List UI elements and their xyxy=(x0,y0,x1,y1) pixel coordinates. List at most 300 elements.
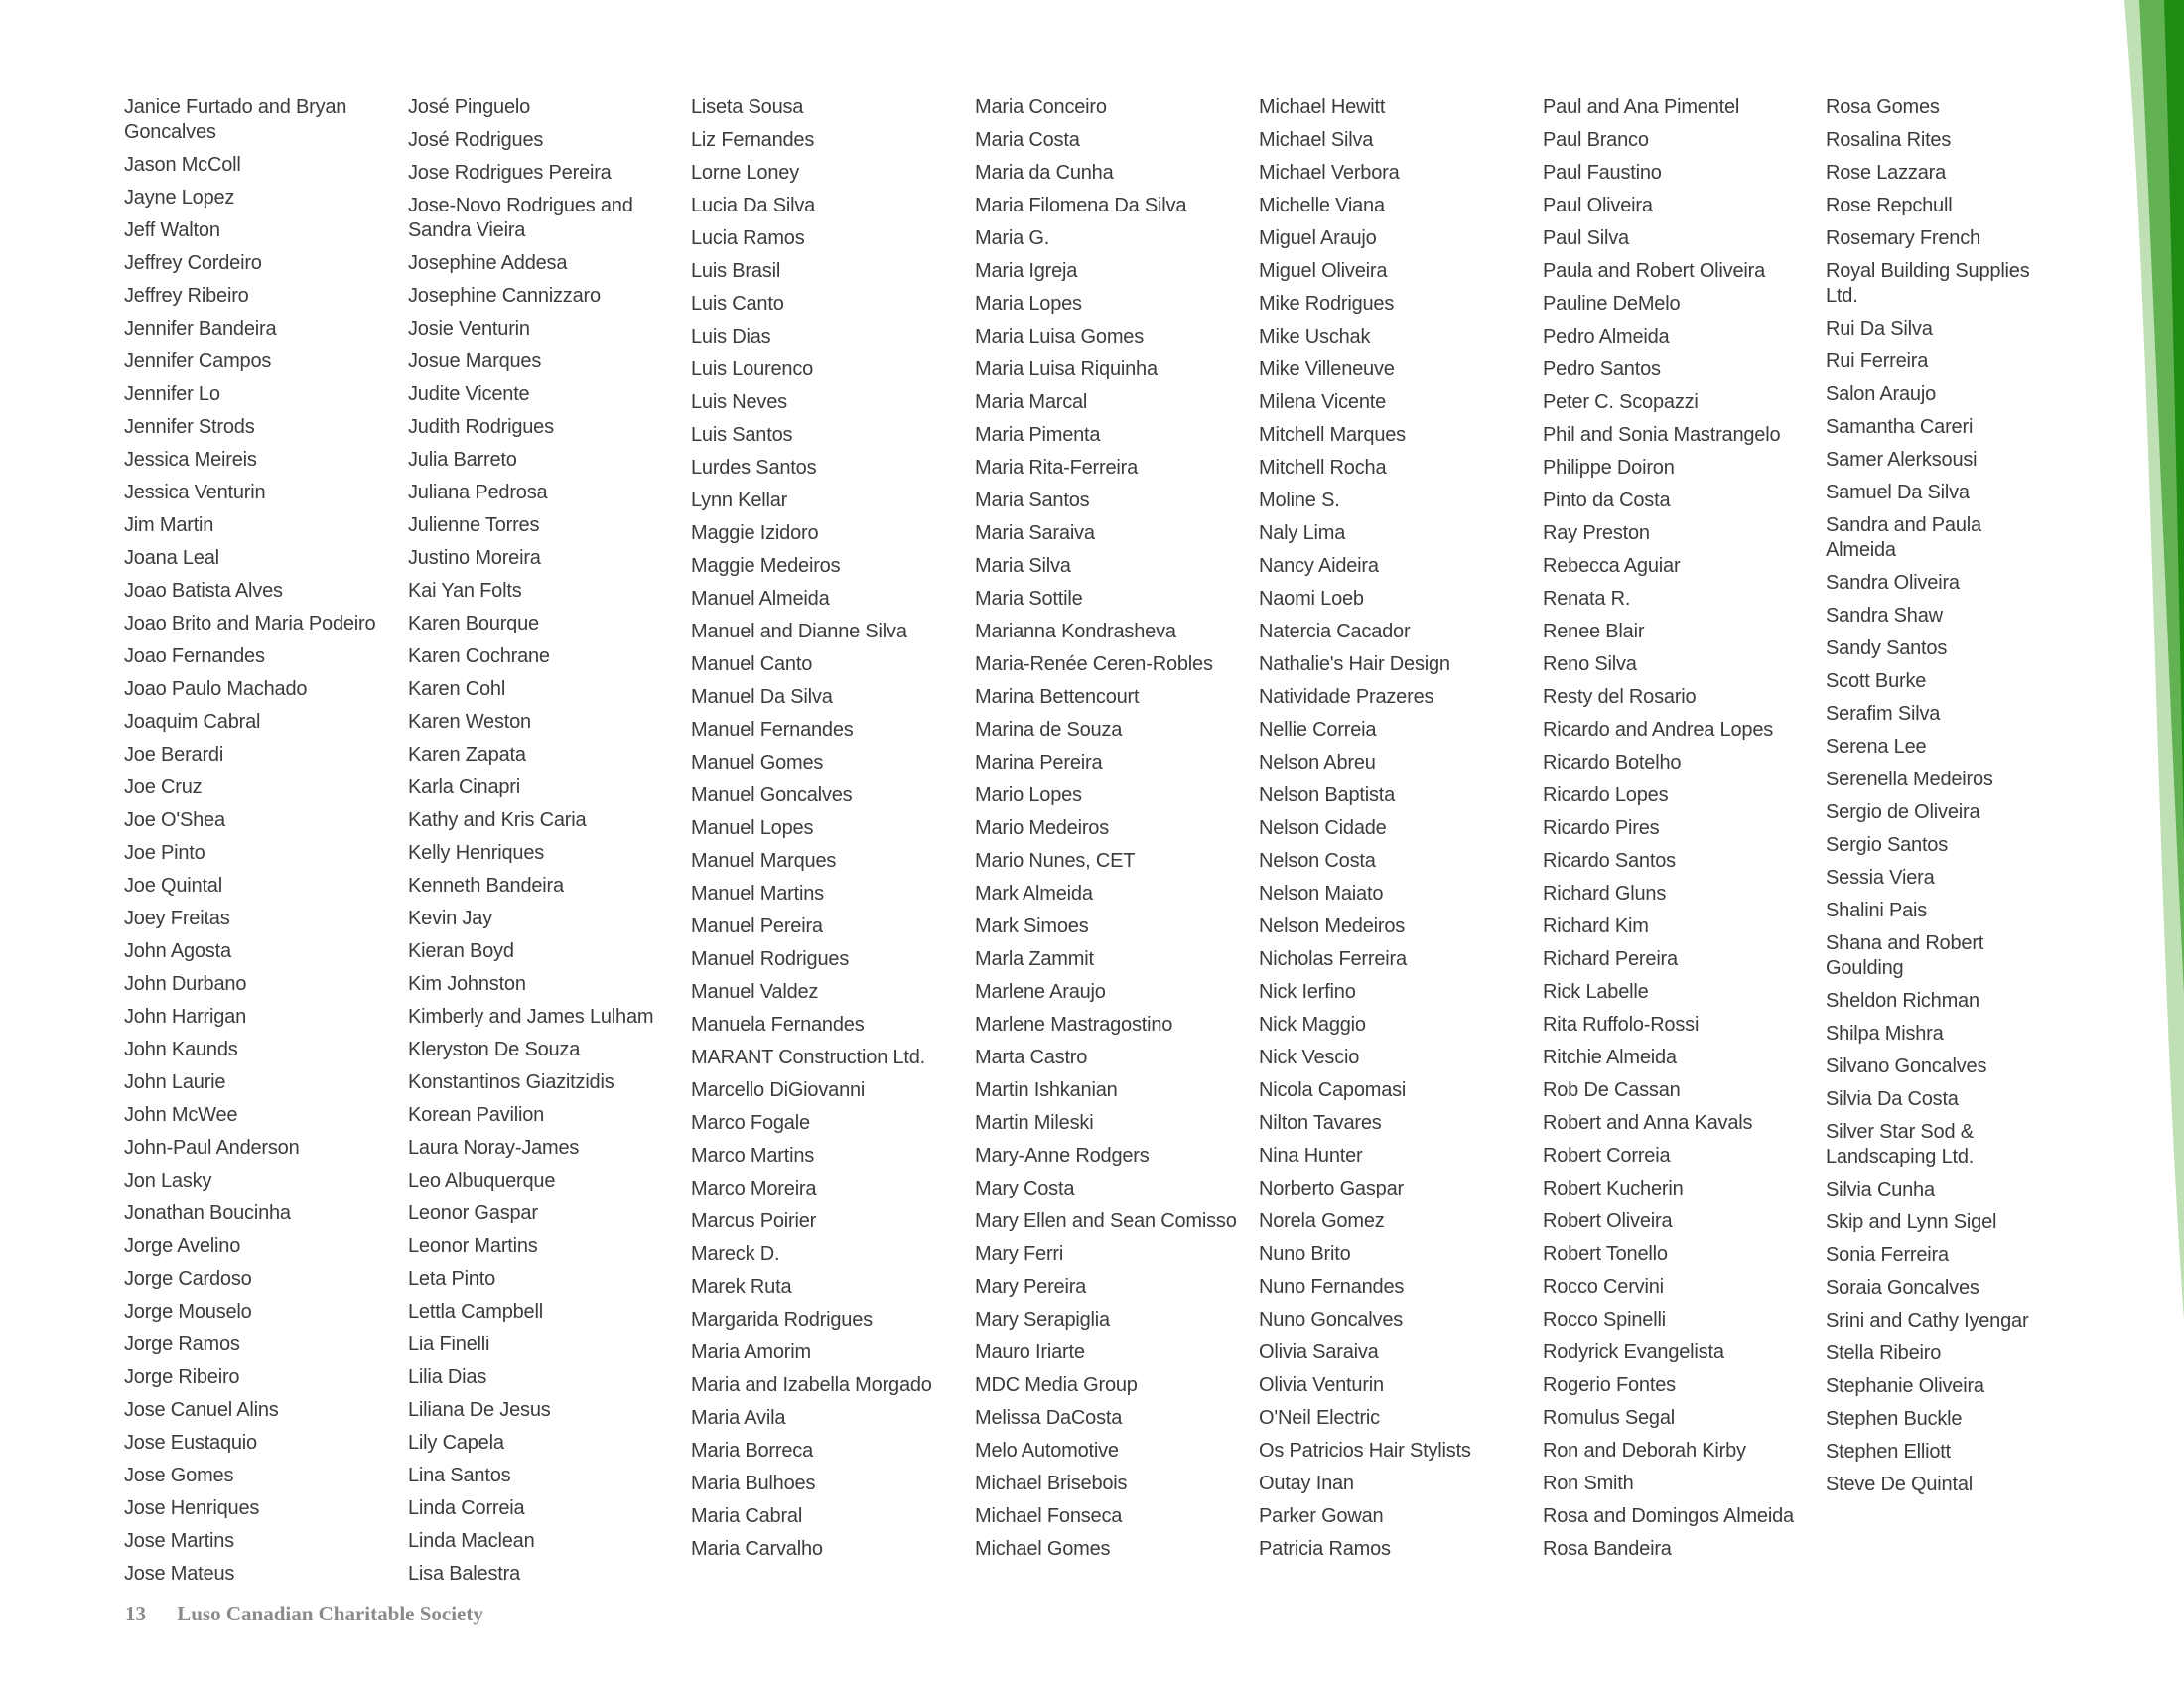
donor-name: Sergio Santos xyxy=(1826,834,1949,856)
donor-name: Kimberly and James Lulham xyxy=(408,1006,654,1028)
donor-name: Silver Star Sod & Landscaping Ltd. xyxy=(1826,1121,1975,1168)
donor-name: Manuel Gomes xyxy=(691,752,824,774)
donor-name: Shilpa Mishra xyxy=(1826,1023,1944,1045)
donor-name: Serafim Silva xyxy=(1826,703,1941,725)
donor-name: Ricardo Lopes xyxy=(1543,784,1669,806)
donor-name: Rose Repchull xyxy=(1826,195,1953,216)
donor-name: Jose Rodrigues Pereira xyxy=(408,162,612,184)
donor-name: Kevin Jay xyxy=(408,908,492,929)
donor-name: Manuel Pereira xyxy=(691,915,823,937)
donor-name: Maria Luisa Riquinha xyxy=(975,358,1158,380)
donor-name: Shana and Robert Goulding xyxy=(1826,932,1984,979)
donor-name: John Kaunds xyxy=(124,1039,238,1060)
donor-name: Manuel and Dianne Silva xyxy=(691,621,907,642)
donor-name: Marco Fogale xyxy=(691,1112,810,1134)
donor-name: José Pinguelo xyxy=(408,96,531,118)
donor-name: Liz Fernandes xyxy=(691,129,815,151)
donor-name: Olivia Saraiva xyxy=(1259,1341,1379,1363)
donor-name: Stephen Elliott xyxy=(1826,1441,1951,1463)
donor-name: Joe Quintal xyxy=(124,875,222,897)
donor-name: Kieran Boyd xyxy=(408,940,514,962)
name-column-5 xyxy=(1259,95,1527,1570)
donor-name: Jonathan Boucinha xyxy=(124,1202,291,1224)
donor-name: Joey Freitas xyxy=(124,908,230,929)
donor-name: Pauline DeMelo xyxy=(1543,293,1681,315)
donor-name: John Agosta xyxy=(124,940,231,962)
donor-name: Josie Venturin xyxy=(408,318,530,340)
name-column-2 xyxy=(408,95,676,1595)
donor-name: Sandra Oliveira xyxy=(1826,572,1960,594)
donor-name: Kim Johnston xyxy=(408,973,526,995)
donor-name: Phil and Sonia Mastrangelo xyxy=(1543,424,1781,446)
donor-name: Mike Villeneuve xyxy=(1259,358,1395,380)
donor-name: Liseta Sousa xyxy=(691,96,804,118)
donor-name: Stella Ribeiro xyxy=(1826,1342,1942,1364)
donor-name: Mary Ellen and Sean Comisso xyxy=(975,1210,1237,1232)
donor-name: Paul Faustino xyxy=(1543,162,1662,184)
donor-name: Robert Kucherin xyxy=(1543,1178,1684,1199)
donor-name: Maria Sottile xyxy=(975,588,1083,610)
donor-name: Jose Gomes xyxy=(124,1465,234,1486)
donor-name: Nelson Baptista xyxy=(1259,784,1396,806)
donor-name: Jose Henriques xyxy=(124,1497,260,1519)
donor-name: Rob De Cassan xyxy=(1543,1079,1681,1101)
donor-name: Jose Martins xyxy=(124,1530,234,1552)
name-column-4 xyxy=(975,95,1243,1570)
donor-name: Rosa Bandeira xyxy=(1543,1538,1672,1560)
donor-name: Maria Pimenta xyxy=(975,424,1101,446)
donor-name: Naly Lima xyxy=(1259,522,1346,544)
donor-name: Rodyrick Evangelista xyxy=(1543,1341,1724,1363)
donor-name: Paul Silva xyxy=(1543,227,1629,249)
donor-name: Karla Cinapri xyxy=(408,776,521,798)
donor-name: Marlene Araujo xyxy=(975,981,1106,1003)
donor-name: Mary Ferri xyxy=(975,1243,1064,1265)
donor-name: Patricia Ramos xyxy=(1259,1538,1391,1560)
donor-name: Marek Ruta xyxy=(691,1276,792,1298)
donor-name: Jason McColl xyxy=(124,154,241,176)
donor-name: Robert and Anna Kavals xyxy=(1543,1112,1753,1134)
donor-name: Joaquim Cabral xyxy=(124,711,261,733)
donor-name: Silvia Cunha xyxy=(1826,1179,1935,1200)
donor-name: Karen Bourque xyxy=(408,613,539,634)
donor-name: Ritchie Almeida xyxy=(1543,1047,1677,1068)
donor-name: Natividade Prazeres xyxy=(1259,686,1434,708)
donor-name: Luis Santos xyxy=(691,424,793,446)
donor-name: Robert Tonello xyxy=(1543,1243,1668,1265)
donor-name: Maria Carvalho xyxy=(691,1538,823,1560)
donor-name: Lisa Balestra xyxy=(408,1563,521,1585)
donor-name: Luis Brasil xyxy=(691,260,781,282)
donor-name: Mario Lopes xyxy=(975,784,1082,806)
donor-name: Leonor Gaspar xyxy=(408,1202,538,1224)
donor-name: Stephen Buckle xyxy=(1826,1408,1963,1430)
donor-name: Rebecca Aguiar xyxy=(1543,555,1681,577)
donor-name: Marina Pereira xyxy=(975,752,1103,774)
donor-name: Nick Vescio xyxy=(1259,1047,1360,1068)
donor-name: Janice Furtado and Bryan Goncalves xyxy=(124,96,347,143)
donor-name: Julienne Torres xyxy=(408,514,540,536)
donor-name: Paula and Robert Oliveira xyxy=(1543,260,1766,282)
donor-name: Olivia Venturin xyxy=(1259,1374,1384,1396)
donor-name: Konstantinos Giazitzidis xyxy=(408,1071,614,1093)
donor-name: Lurdes Santos xyxy=(691,457,817,479)
donor-name: Marta Castro xyxy=(975,1047,1088,1068)
donor-name: Michael Fonseca xyxy=(975,1505,1123,1527)
donor-name: Lucia Ramos xyxy=(691,227,805,249)
donor-name: Kai Yan Folts xyxy=(408,580,522,602)
donor-name: Manuel Da Silva xyxy=(691,686,833,708)
donor-name: Soraia Goncalves xyxy=(1826,1277,1979,1299)
donor-name: Sergio de Oliveira xyxy=(1826,801,1980,823)
donor-name: Nick Ierfino xyxy=(1259,981,1356,1003)
donor-name: Luis Lourenco xyxy=(691,358,814,380)
donor-name: Nilton Tavares xyxy=(1259,1112,1382,1134)
donor-name: Joao Paulo Machado xyxy=(124,678,308,700)
donor-name: Maggie Izidoro xyxy=(691,522,819,544)
donor-name: Salon Araujo xyxy=(1826,383,1937,405)
donor-name: Maria Marcal xyxy=(975,391,1088,413)
donor-name: Maria Bulhoes xyxy=(691,1473,816,1494)
donor-name: Samuel Da Silva xyxy=(1826,482,1970,503)
donor-name: Mauro Iriarte xyxy=(975,1341,1085,1363)
donor-name: Srini and Cathy Iyengar xyxy=(1826,1310,2029,1332)
donor-name: Manuel Valdez xyxy=(691,981,819,1003)
donor-name: Rosa and Domingos Almeida xyxy=(1543,1505,1794,1527)
donor-name: Michael Brisebois xyxy=(975,1473,1128,1494)
donor-name: Jorge Mouselo xyxy=(124,1301,252,1323)
donor-name: Ray Preston xyxy=(1543,522,1650,544)
donor-name: Lily Capela xyxy=(408,1432,504,1454)
donor-name: Peter C. Scopazzi xyxy=(1543,391,1699,413)
donor-name: Kelly Henriques xyxy=(408,842,545,864)
donor-name: Pedro Santos xyxy=(1543,358,1661,380)
donor-name: Jennifer Campos xyxy=(124,351,272,372)
donor-name: Ricardo Santos xyxy=(1543,850,1676,872)
donor-name: Joao Batista Alves xyxy=(124,580,283,602)
donor-name: John Laurie xyxy=(124,1071,226,1093)
donor-name: Rose Lazzara xyxy=(1826,162,1946,184)
donor-name: Philippe Doiron xyxy=(1543,457,1675,479)
donor-name: Rosa Gomes xyxy=(1826,96,1940,118)
donor-name: Lorne Loney xyxy=(691,162,800,184)
donor-name: Leo Albuquerque xyxy=(408,1170,556,1192)
donor-name: Reno Silva xyxy=(1543,653,1637,675)
donor-name: Jessica Meireis xyxy=(124,449,257,471)
donor-name: Rosalina Rites xyxy=(1826,129,1952,151)
donor-name: Maria da Cunha xyxy=(975,162,1114,184)
donor-name: Jose Canuel Alins xyxy=(124,1399,279,1421)
donor-name: Nuno Brito xyxy=(1259,1243,1351,1265)
page-number: 13 xyxy=(125,1602,146,1625)
donor-name: Nicholas Ferreira xyxy=(1259,948,1407,970)
donor-name: Maria Borreca xyxy=(691,1440,813,1462)
donor-name: Sandy Santos xyxy=(1826,637,1948,659)
donor-name: Resty del Rosario xyxy=(1543,686,1697,708)
donor-name: Jose Eustaquio xyxy=(124,1432,257,1454)
donor-name: Mareck D. xyxy=(691,1243,780,1265)
donor-name: Manuel Fernandes xyxy=(691,719,854,741)
donor-name: Maria Cabral xyxy=(691,1505,803,1527)
donor-name: John McWee xyxy=(124,1104,238,1126)
donor-name: Rosemary French xyxy=(1826,227,1980,249)
donor-name: Maria Lopes xyxy=(975,293,1082,315)
donor-name: Rocco Cervini xyxy=(1543,1276,1664,1298)
donor-name: Rocco Spinelli xyxy=(1543,1309,1666,1331)
donor-name: Maria Saraiva xyxy=(975,522,1095,544)
donor-name: Martin Mileski xyxy=(975,1112,1094,1134)
donor-name: Lettla Campbell xyxy=(408,1301,543,1323)
donor-name: Jose Mateus xyxy=(124,1563,235,1585)
donor-name: Mario Medeiros xyxy=(975,817,1110,839)
donor-name: Skip and Lynn Sigel xyxy=(1826,1211,1997,1233)
donor-name: Mary Costa xyxy=(975,1178,1075,1199)
donor-name: Pedro Almeida xyxy=(1543,326,1670,348)
donor-name: Joe O'Shea xyxy=(124,809,225,831)
donor-name: Jeffrey Cordeiro xyxy=(124,252,262,274)
donor-name: Jorge Cardoso xyxy=(124,1268,252,1290)
donor-name: Marco Martins xyxy=(691,1145,815,1167)
donor-name: Renee Blair xyxy=(1543,621,1645,642)
donor-name: Judith Rodrigues xyxy=(408,416,554,438)
donor-name: Marco Moreira xyxy=(691,1178,817,1199)
donor-name: Lynn Kellar xyxy=(691,490,788,511)
donor-name: Manuel Marques xyxy=(691,850,837,872)
organization-name: Luso Canadian Charitable Society xyxy=(177,1602,483,1625)
donor-name: Jennifer Bandeira xyxy=(124,318,277,340)
donor-name: Luis Neves xyxy=(691,391,787,413)
donor-name: John Harrigan xyxy=(124,1006,247,1028)
donor-name: Michael Verbora xyxy=(1259,162,1400,184)
donor-name: John Durbano xyxy=(124,973,247,995)
donor-name: Shalini Pais xyxy=(1826,900,1928,921)
donor-name: Marina de Souza xyxy=(975,719,1123,741)
donor-name: Maria Avila xyxy=(691,1407,786,1429)
donor-name: Rita Ruffolo-Rossi xyxy=(1543,1014,1700,1036)
donor-name: Mario Nunes, CET xyxy=(975,850,1136,872)
donor-name: Outay Inan xyxy=(1259,1473,1354,1494)
donor-name: Mitchell Marques xyxy=(1259,424,1406,446)
donor-name: Joao Fernandes xyxy=(124,645,265,667)
donor-name: Jorge Ribeiro xyxy=(124,1366,240,1388)
donor-name: Karen Cohl xyxy=(408,678,506,700)
donor-name: Manuel Goncalves xyxy=(691,784,853,806)
donor-name: Linda Correia xyxy=(408,1497,525,1519)
donor-name: Lucia Da Silva xyxy=(691,195,816,216)
donor-name: Karen Weston xyxy=(408,711,531,733)
donor-name: Leta Pinto xyxy=(408,1268,496,1290)
donor-name: Nelson Cidade xyxy=(1259,817,1387,839)
name-column-3 xyxy=(691,95,959,1570)
page-footer xyxy=(125,1602,483,1626)
donor-name: Samer Alerksousi xyxy=(1826,449,1978,471)
name-column-7 xyxy=(1826,95,2054,1505)
name-column-6 xyxy=(1543,95,1811,1570)
donor-name: Maggie Medeiros xyxy=(691,555,841,577)
donor-name: Samantha Careri xyxy=(1826,416,1974,438)
donor-name: Nelson Maiato xyxy=(1259,883,1384,905)
donor-name: Laura Noray-James xyxy=(408,1137,580,1159)
donor-name: Manuel Martins xyxy=(691,883,824,905)
donor-name: Nicola Capomasi xyxy=(1259,1079,1407,1101)
name-column-1 xyxy=(124,95,392,1595)
donor-name: Ricardo and Andrea Lopes xyxy=(1543,719,1774,741)
donor-name: Sheldon Richman xyxy=(1826,990,1979,1012)
donor-name: Mike Uschak xyxy=(1259,326,1371,348)
donor-name: Miguel Oliveira xyxy=(1259,260,1388,282)
donor-name: José Rodrigues xyxy=(408,129,544,151)
donor-name: Joe Pinto xyxy=(124,842,205,864)
donor-name: Paul Branco xyxy=(1543,129,1649,151)
donor-name: Mitchell Rocha xyxy=(1259,457,1387,479)
donor-name: Michael Gomes xyxy=(975,1538,1111,1560)
donor-name: Karen Cochrane xyxy=(408,645,550,667)
donor-name: Milena Vicente xyxy=(1259,391,1387,413)
donor-name: Michael Hewitt xyxy=(1259,96,1386,118)
donor-name: Scott Burke xyxy=(1826,670,1927,692)
donor-name: Kleryston De Souza xyxy=(408,1039,581,1060)
donor-name: Sandra and Paula Almeida xyxy=(1826,514,1981,561)
donor-name: Maria Silva xyxy=(975,555,1071,577)
donor-name: Maria Conceiro xyxy=(975,96,1107,118)
donor-name: Joana Leal xyxy=(124,547,219,569)
donor-name: John-Paul Anderson xyxy=(124,1137,300,1159)
donor-name: Kathy and Kris Caria xyxy=(408,809,587,831)
donor-name: Natercia Cacador xyxy=(1259,621,1411,642)
donor-name: Nuno Goncalves xyxy=(1259,1309,1404,1331)
donor-name: Lina Santos xyxy=(408,1465,511,1486)
donor-name: Joe Cruz xyxy=(124,776,203,798)
donor-name: MARANT Construction Ltd. xyxy=(691,1047,926,1068)
donor-name: Maria Amorim xyxy=(691,1341,811,1363)
donor-name: Robert Correia xyxy=(1543,1145,1671,1167)
donor-name: Marlene Mastragostino xyxy=(975,1014,1173,1036)
donor-name: Nellie Correia xyxy=(1259,719,1377,741)
donor-name: Josephine Addesa xyxy=(408,252,568,274)
donor-name: Silvano Goncalves xyxy=(1826,1055,1987,1077)
donor-name: Justino Moreira xyxy=(408,547,541,569)
donor-name: Rui Ferreira xyxy=(1826,351,1929,372)
donor-name: Ricardo Pires xyxy=(1543,817,1660,839)
donor-name: Marcus Poirier xyxy=(691,1210,817,1232)
donor-name: Renata R. xyxy=(1543,588,1631,610)
donor-name: Maria-Renée Ceren-Robles xyxy=(975,653,1213,675)
donor-name: Nelson Medeiros xyxy=(1259,915,1406,937)
donor-name: Nick Maggio xyxy=(1259,1014,1366,1036)
donor-name: Marcello DiGiovanni xyxy=(691,1079,866,1101)
donor-name: Manuel Canto xyxy=(691,653,813,675)
donor-name: Josephine Cannizzaro xyxy=(408,285,601,307)
donor-name: Richard Kim xyxy=(1543,915,1649,937)
donor-name: Jessica Venturin xyxy=(124,482,266,503)
donor-name: Julia Barreto xyxy=(408,449,517,471)
donor-name: Royal Building Supplies Ltd. xyxy=(1826,260,2030,307)
donor-name: Serenella Medeiros xyxy=(1826,769,1993,790)
donor-name: Sessia Viera xyxy=(1826,867,1935,889)
donor-name: Lilia Dias xyxy=(408,1366,487,1388)
donor-name: Melo Automotive xyxy=(975,1440,1119,1462)
donor-name: Rogerio Fontes xyxy=(1543,1374,1676,1396)
donor-name: Jayne Lopez xyxy=(124,187,235,209)
donor-name: Nancy Aideira xyxy=(1259,555,1379,577)
donor-name: Maria and Izabella Morgado xyxy=(691,1374,932,1396)
donor-name: Nelson Abreu xyxy=(1259,752,1376,774)
donor-name: Sonia Ferreira xyxy=(1826,1244,1949,1266)
donor-name: Maria Rita-Ferreira xyxy=(975,457,1139,479)
donor-name: Luis Canto xyxy=(691,293,784,315)
donor-name: Rick Labelle xyxy=(1543,981,1649,1003)
donor-name: Maria Igreja xyxy=(975,260,1078,282)
donor-name: Jennifer Lo xyxy=(124,383,220,405)
donor-name: O'Neil Electric xyxy=(1259,1407,1380,1429)
donor-name: Jorge Avelino xyxy=(124,1235,241,1257)
donor-name: Joao Brito and Maria Podeiro xyxy=(124,613,376,634)
donor-name: Jim Martin xyxy=(124,514,214,536)
donor-name: Nelson Costa xyxy=(1259,850,1376,872)
donor-name: Ron and Deborah Kirby xyxy=(1543,1440,1746,1462)
donor-name: Liliana De Jesus xyxy=(408,1399,551,1421)
donor-name: Ron Smith xyxy=(1543,1473,1634,1494)
donor-name: Robert Oliveira xyxy=(1543,1210,1673,1232)
donor-name: Joe Berardi xyxy=(124,744,224,766)
donor-name: Kenneth Bandeira xyxy=(408,875,564,897)
donor-name: Jeff Walton xyxy=(124,219,220,241)
donor-name: Richard Gluns xyxy=(1543,883,1667,905)
donor-name: Ricardo Botelho xyxy=(1543,752,1682,774)
donor-name: Moline S. xyxy=(1259,490,1340,511)
donor-name: Karen Zapata xyxy=(408,744,526,766)
donor-name: Martin Ishkanian xyxy=(975,1079,1118,1101)
donor-name: Maria Costa xyxy=(975,129,1080,151)
donor-name: Margarida Rodrigues xyxy=(691,1309,873,1331)
donor-name: Parker Gowan xyxy=(1259,1505,1384,1527)
donor-name: Leonor Martins xyxy=(408,1235,538,1257)
donor-name: Mike Rodrigues xyxy=(1259,293,1395,315)
donor-name: Jorge Ramos xyxy=(124,1334,240,1355)
donor-name: Maria Filomena Da Silva xyxy=(975,195,1187,216)
donor-name: Rui Da Silva xyxy=(1826,318,1933,340)
donor-name: Nuno Fernandes xyxy=(1259,1276,1405,1298)
donor-name: Marla Zammit xyxy=(975,948,1094,970)
donor-name: Richard Pereira xyxy=(1543,948,1678,970)
donor-name: Manuel Lopes xyxy=(691,817,814,839)
donor-name: Judite Vicente xyxy=(408,383,530,405)
donor-name: Manuel Almeida xyxy=(691,588,830,610)
donor-name: Stephanie Oliveira xyxy=(1826,1375,1984,1397)
donor-name: Naomi Loeb xyxy=(1259,588,1364,610)
donor-name: Manuela Fernandes xyxy=(691,1014,865,1036)
donor-name: Nina Hunter xyxy=(1259,1145,1363,1167)
donor-name: Manuel Rodrigues xyxy=(691,948,850,970)
donor-name: Paul Oliveira xyxy=(1543,195,1653,216)
donor-name: Mark Almeida xyxy=(975,883,1093,905)
donor-name: Josue Marques xyxy=(408,351,542,372)
donor-name: Maria G. xyxy=(975,227,1050,249)
donor-name: Norberto Gaspar xyxy=(1259,1178,1404,1199)
donor-name: Maria Santos xyxy=(975,490,1090,511)
donor-name: Pinto da Costa xyxy=(1543,490,1671,511)
donor-name: Juliana Pedrosa xyxy=(408,482,548,503)
donor-name: Serena Lee xyxy=(1826,736,1927,758)
donor-name: Jeffrey Ribeiro xyxy=(124,285,249,307)
donor-name: Mary-Anne Rodgers xyxy=(975,1145,1150,1167)
donor-name: Steve De Quintal xyxy=(1826,1474,1973,1495)
donor-name: Michael Silva xyxy=(1259,129,1374,151)
donor-name: Paul and Ana Pimentel xyxy=(1543,96,1740,118)
donor-name: Mary Serapiglia xyxy=(975,1309,1110,1331)
donor-name: Linda Maclean xyxy=(408,1530,535,1552)
donor-name: Mark Simoes xyxy=(975,915,1089,937)
